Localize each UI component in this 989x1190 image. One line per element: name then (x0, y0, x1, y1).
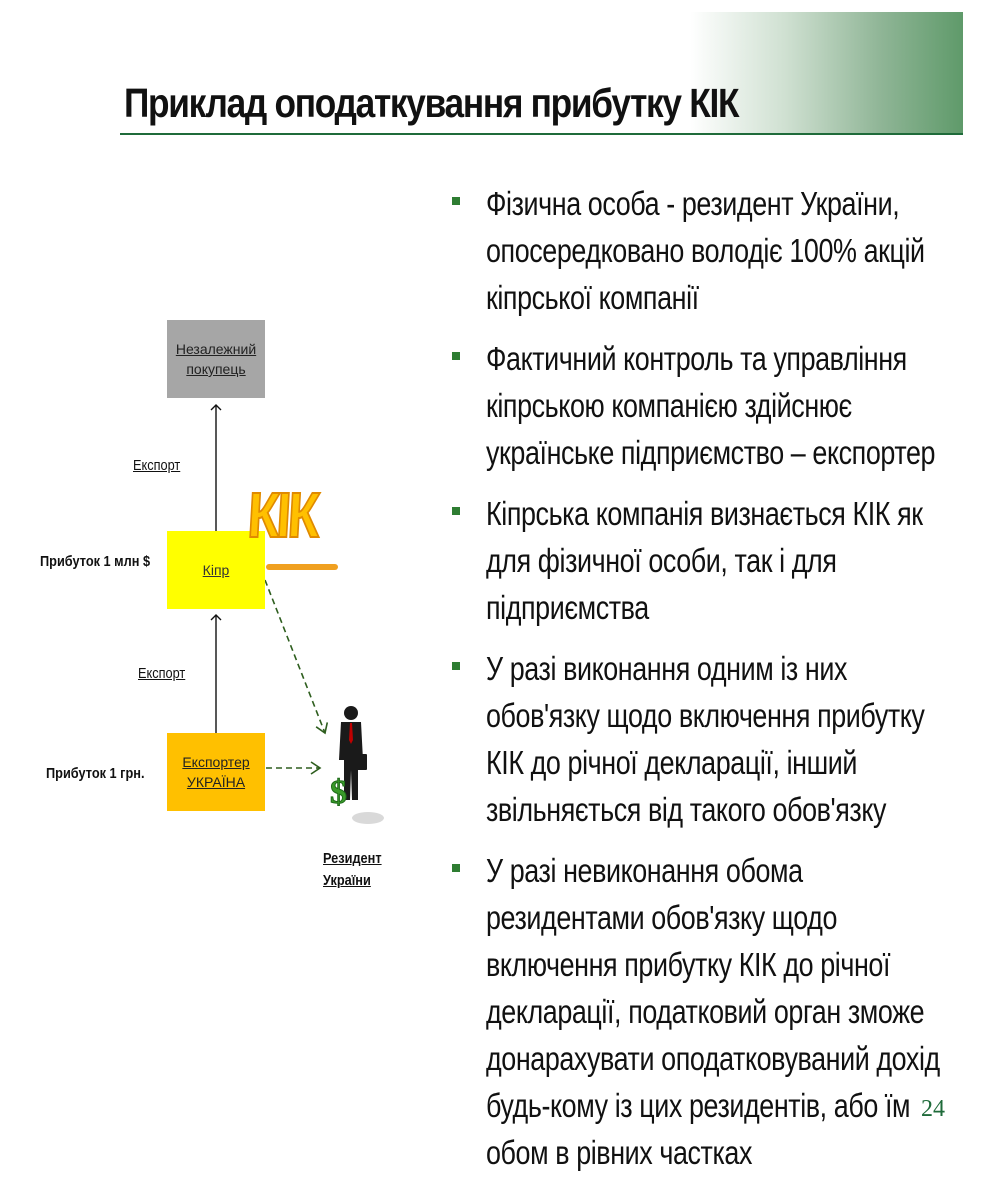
kik-logo-underline (266, 564, 338, 570)
resident-label-line1: Резидент (323, 850, 382, 867)
independent-buyer-box (167, 320, 265, 398)
bullet-square-icon (452, 864, 460, 872)
bullet-list (452, 180, 962, 1190)
bullet-square-icon (452, 662, 460, 670)
bullet-item (452, 645, 962, 833)
slide-title: Приклад оподаткування прибутку КІК (124, 80, 739, 126)
buyer-label-line1: Незалежний (175, 341, 257, 357)
profit-ukraine-label: Прибуток 1 грн. (46, 765, 145, 782)
exporter-label-line1: Експортер (182, 754, 250, 770)
bullet-square-icon (452, 197, 460, 205)
bullet-square-icon (452, 352, 460, 360)
bullet-text: Фізична особа - резидент України, опосередковано володіє 100% акцій кіпрської компанії (486, 185, 925, 316)
ukraine-exporter-box (167, 733, 265, 811)
export-label-upper: Експорт (133, 457, 181, 474)
kik-logo (245, 478, 340, 578)
bullet-text: У разі виконання одним із них обов'язку щодо включення прибутку КІК до річної декларації, інший звільняється від такого обов'язку (486, 650, 925, 828)
resident-label-line2: України (323, 872, 371, 889)
ownership-arrow-cyprus-to-resident (265, 580, 325, 733)
bullet-item (452, 180, 962, 321)
page-number: 24 (921, 1096, 945, 1122)
bullet-item (452, 490, 962, 631)
buyer-label-line2: покупець (186, 361, 246, 377)
export-label-lower: Експорт (138, 665, 186, 682)
bullet-item (452, 335, 962, 476)
bullet-square-icon (452, 507, 460, 515)
profit-cyprus-label: Прибуток 1 млн $ (40, 553, 151, 570)
bullet-text: У разі невиконання обома резидентами обов'язку щодо включення прибутку КІК до річної декларації, податковий орган зможе донарахувати оподатковуваний дохід будь-кому із цих резидентів, або їм обом в рівних частках (486, 852, 940, 1171)
cyprus-label: Кіпр (202, 562, 230, 578)
bullet-item (452, 847, 962, 1176)
dollar-sign-icon: $ (330, 774, 347, 811)
kik-logo-text: КІК (245, 479, 319, 551)
bullet-text: Фактичний контроль та управління кіпрською компанією здійснює українське підприємство – експортер (486, 340, 936, 471)
resident-label (323, 848, 382, 892)
exporter-label-line2: УКРАЇНА (186, 774, 246, 790)
bullet-text: Кіпрська компанія визнається КІК як для фізичної особи, так і для підприємства (486, 495, 923, 626)
